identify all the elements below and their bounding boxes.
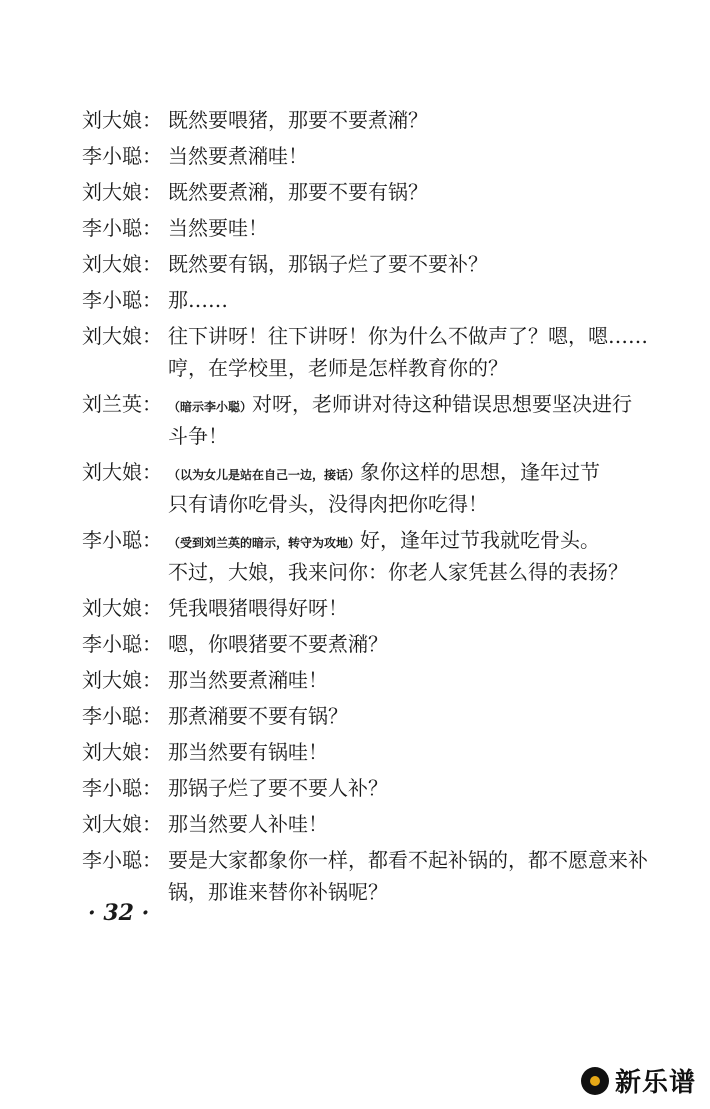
dialogue-line xyxy=(82,772,662,804)
line-text xyxy=(168,772,388,807)
line-text xyxy=(168,736,328,771)
stage-direction: （受到刘兰英的暗示，转守为攻地） xyxy=(168,536,361,550)
speaker-name: 刘大娘： xyxy=(82,812,162,836)
dialogue-line xyxy=(82,592,662,624)
spoken-text: 当然要煮潲哇！ xyxy=(168,144,308,168)
spoken-text: 哼，在学校里，老师是怎样教育你的？ xyxy=(168,356,508,380)
speaker-name: 李小聪： xyxy=(82,288,162,312)
speaker-name: 李小聪： xyxy=(82,528,162,552)
dialogue-line xyxy=(82,700,662,732)
spoken-text: 那当然要人补哇！ xyxy=(168,812,328,836)
line-text xyxy=(168,352,508,387)
dialogue-line xyxy=(82,176,662,208)
spoken-text: 既然要煮潲，那要不要有锅？ xyxy=(168,180,428,204)
dialogue-line-continued xyxy=(82,488,662,520)
spoken-text: 对呀，老师讲对待这种错误思想要坚决进行 xyxy=(252,392,633,416)
line-text xyxy=(168,176,428,211)
line-text xyxy=(168,388,632,423)
speaker-name: 刘大娘： xyxy=(82,324,162,348)
speaker-name: 刘大娘： xyxy=(82,180,162,204)
line-text xyxy=(168,420,228,455)
spoken-text: 往下讲呀！往下讲呀！你为什么不做声了？嗯，嗯…… xyxy=(168,324,648,348)
spoken-text: 好，逢年过节我就吃骨头。 xyxy=(360,528,601,552)
speaker-name: 李小聪： xyxy=(82,632,162,656)
speaker-name: 刘兰英： xyxy=(82,392,162,416)
dialogue-line xyxy=(82,388,662,420)
dialogue-line-continued xyxy=(82,876,662,908)
dialogue-line xyxy=(82,140,662,172)
speaker-name: 李小聪： xyxy=(82,848,162,872)
spoken-text: 要是大家都象你一样，都看不起补锅的，都不愿意来补 xyxy=(168,848,648,872)
spoken-text: 锅，那谁来替你补锅呢？ xyxy=(168,880,388,904)
speaker-name: 刘大娘： xyxy=(82,252,162,276)
dialogue-line xyxy=(82,628,662,660)
dialogue-line xyxy=(82,456,662,488)
logo-text: 新乐谱 xyxy=(614,1068,696,1098)
line-text xyxy=(168,556,628,591)
spoken-text: 既然要喂猪，那要不要煮潲？ xyxy=(168,108,428,132)
spoken-text: 那…… xyxy=(168,288,228,312)
line-text xyxy=(168,104,428,139)
line-text xyxy=(168,700,348,735)
line-text xyxy=(168,248,488,283)
line-text xyxy=(168,140,308,175)
line-text xyxy=(168,524,600,559)
line-text xyxy=(168,876,388,911)
line-text xyxy=(168,284,228,319)
speaker-name: 李小聪： xyxy=(82,216,162,240)
speaker-name: 刘大娘： xyxy=(82,596,162,620)
stage-direction: （暗示李小聪） xyxy=(168,400,253,414)
speaker-name: 刘大娘： xyxy=(82,460,162,484)
line-text xyxy=(168,212,268,247)
dialogue-line xyxy=(82,284,662,316)
record-disc-icon xyxy=(581,1067,609,1095)
spoken-text: 那当然要有锅哇！ xyxy=(168,740,328,764)
speaker-name: 李小聪： xyxy=(82,704,162,728)
spoken-text: 象你这样的思想，逢年过节 xyxy=(360,460,601,484)
spoken-text: 当然要哇！ xyxy=(168,216,268,240)
dialogue-line-continued xyxy=(82,420,662,452)
line-text xyxy=(168,456,600,491)
dialogue-line xyxy=(82,104,662,136)
line-text xyxy=(168,844,648,879)
speaker-name: 刘大娘： xyxy=(82,108,162,132)
dialogue-block xyxy=(82,104,662,908)
spoken-text: 既然要有锅，那锅子烂了要不要补？ xyxy=(168,252,488,276)
dialogue-line xyxy=(82,844,662,876)
site-logo xyxy=(581,1062,696,1099)
line-text xyxy=(168,664,328,699)
line-text xyxy=(168,628,388,663)
spoken-text: 那当然要煮潲哇！ xyxy=(168,668,328,692)
stage-direction: （以为女儿是站在自己一边，接话） xyxy=(168,468,361,482)
spoken-text: 只有请你吃骨头，没得肉把你吃得！ xyxy=(168,492,488,516)
spoken-text: 不过，大娘，我来问你：你老人家凭甚么得的表扬？ xyxy=(168,560,628,584)
page-number: · 32 · xyxy=(88,900,150,926)
dialogue-line xyxy=(82,736,662,768)
dialogue-line xyxy=(82,212,662,244)
line-text xyxy=(168,808,328,843)
spoken-text: 那锅子烂了要不要人补？ xyxy=(168,776,388,800)
spoken-text: 那煮潲要不要有锅？ xyxy=(168,704,348,728)
dialogue-line xyxy=(82,664,662,696)
spoken-text: 嗯，你喂猪要不要煮潲？ xyxy=(168,632,388,656)
dialogue-line xyxy=(82,808,662,840)
speaker-name: 刘大娘： xyxy=(82,740,162,764)
dialogue-line xyxy=(82,320,662,352)
line-text xyxy=(168,592,348,627)
dialogue-line-continued xyxy=(82,556,662,588)
dialogue-line-continued xyxy=(82,352,662,384)
speaker-name: 李小聪： xyxy=(82,776,162,800)
speaker-name: 李小聪： xyxy=(82,144,162,168)
spoken-text: 斗争！ xyxy=(168,424,228,448)
dialogue-line xyxy=(82,248,662,280)
spoken-text: 凭我喂猪喂得好呀！ xyxy=(168,596,348,620)
speaker-name: 刘大娘： xyxy=(82,668,162,692)
line-text xyxy=(168,320,648,355)
line-text xyxy=(168,488,488,523)
dialogue-line xyxy=(82,524,662,556)
